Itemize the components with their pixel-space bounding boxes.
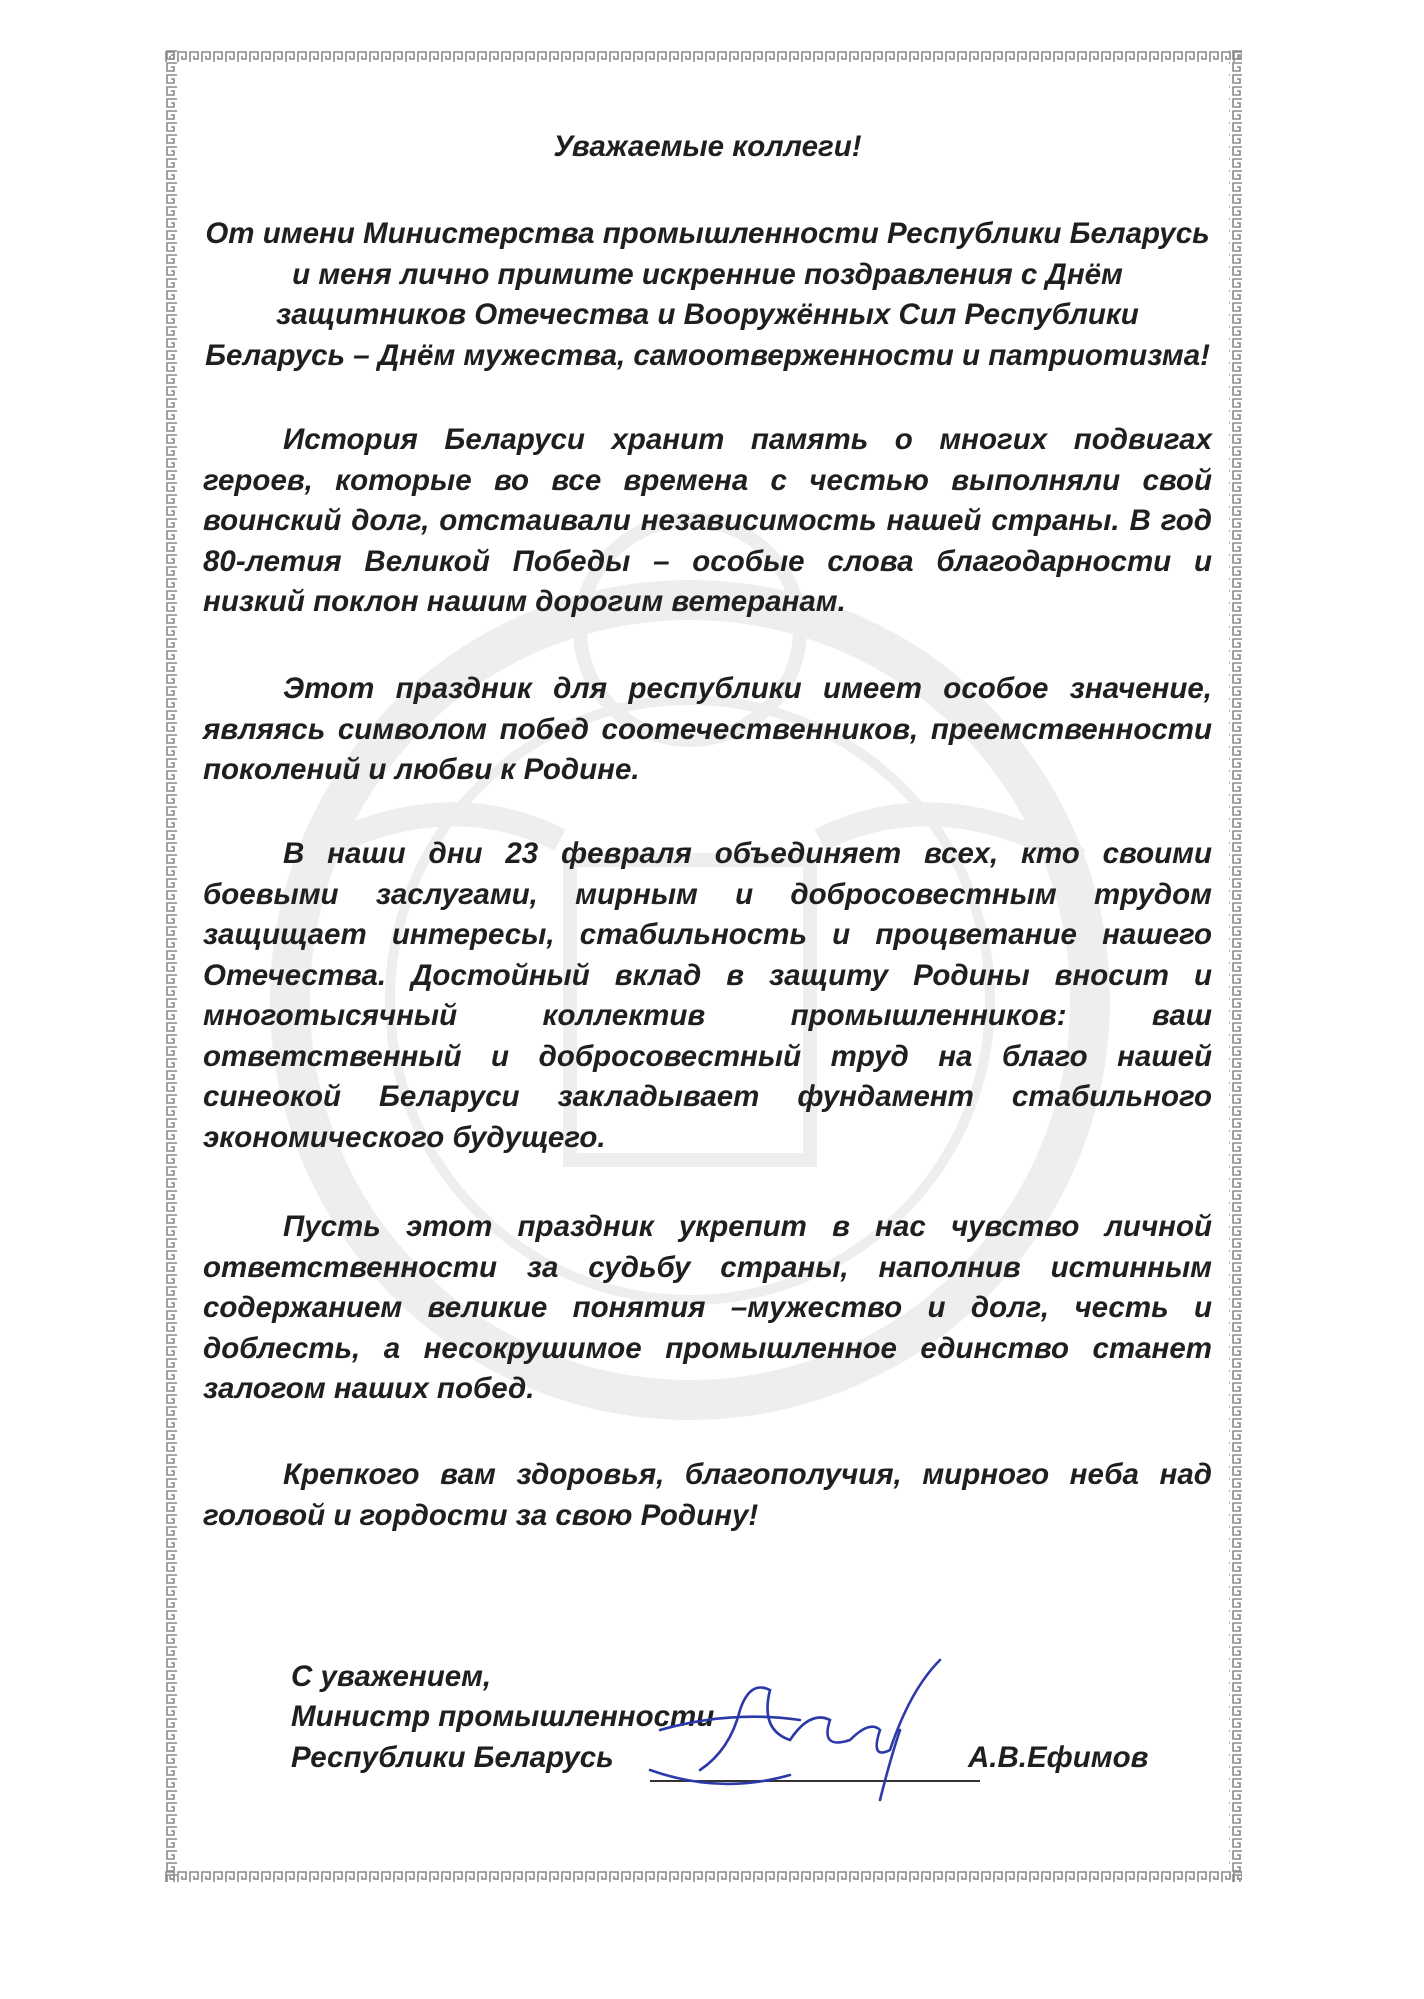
salutation: Уважаемые коллеги!: [553, 130, 862, 163]
signer-name: А.В.Ефимов: [968, 1741, 1149, 1774]
paragraph-1: От имени Министерства промышленности Республики Беларусь и меня лично примите искренние поздравления с Днём защитников Отечества и Вооружённых Сил Республики Беларусь – Днём мужества, самоотверженности и патриотизма!: [205, 217, 1210, 372]
handwritten-signature: [640, 1650, 960, 1810]
paragraph-6: Крепкого вам здоровья, благополучия, мирного неба над головой и гордости за свою Родину!: [203, 1458, 1212, 1532]
paragraph-2: История Беларуси хранит память о многих подвигах героев, которые во все времена с честью выполняли свой воинский долг, отстаивали независимость нашей страны. В год 80-летия Великой Победы – особые слова благодарности и низкий поклон нашим дорогим ветеранам.: [203, 423, 1212, 618]
paragraph-3: Этот праздник для республики имеет особое значение, являясь символом побед соотечественников, преемственности поколений и любви к Родине.: [203, 672, 1212, 786]
closing-title: Министр промышленности: [291, 1700, 715, 1733]
closing-regards: С уважением,: [291, 1660, 492, 1693]
paragraph-5: Пусть этот праздник укрепит в нас чувство личной ответственности за судьбу страны, наполнив истинным содержанием великие понятия –мужество и долг, честь и доблесть, а несокрушимое промышленное единство станет залогом наших побед.: [203, 1210, 1212, 1405]
paragraph-4: В наши дни 23 февраля объединяет всех, кто своими боевыми заслугами, мирным и добросовестным трудом защищает интересы, стабильность и процветание нашего Отечества. Достойный вклад в защиту Родины вносит и многотысячный коллектив промышленников: ваш ответственный и добросовестный труд на благо нашей синеокой Беларуси закладывает фундамент стабильного экономического будущего.: [203, 837, 1212, 1154]
closing-country: Республики Беларусь: [291, 1741, 614, 1774]
